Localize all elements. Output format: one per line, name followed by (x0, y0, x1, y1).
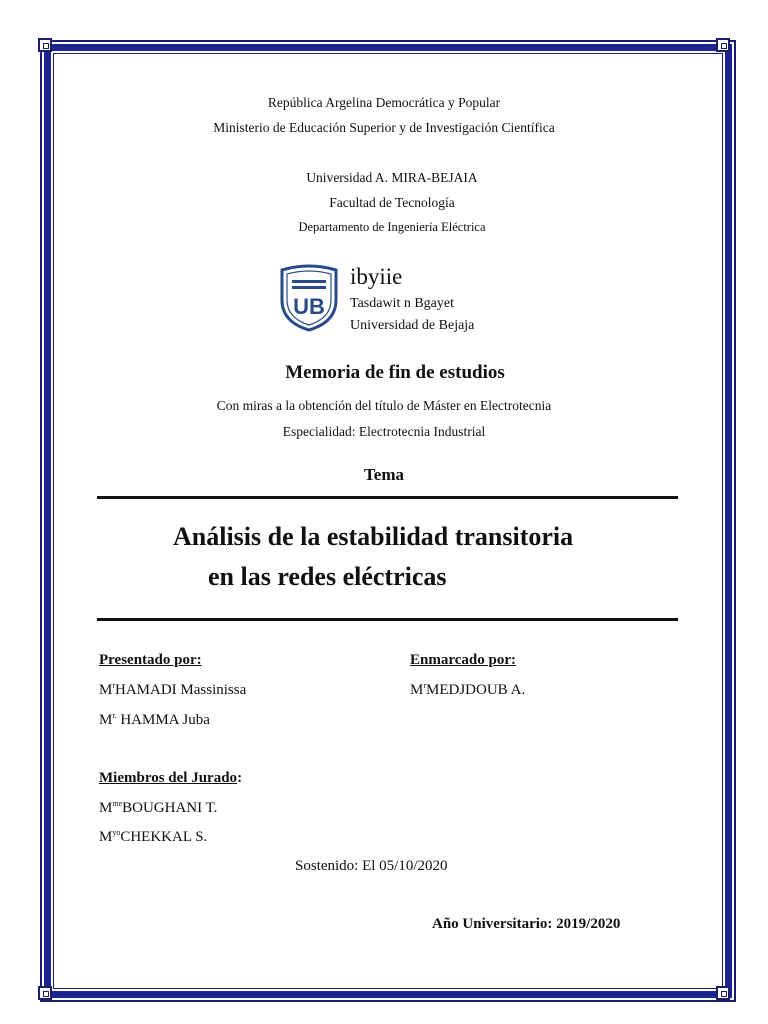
border-corner-ornament (38, 986, 52, 1000)
faculty-name: Facultad de Tecnología (329, 195, 455, 210)
memoir-title: Memoria de fin de estudios (285, 362, 505, 383)
presenter-1: $M^rHAMADI$ Massinissa (99, 681, 247, 698)
jury-member-2: $M^{yo}CHEKKAL$ S. (99, 828, 208, 845)
defense-date: Sostenido: El 05/10/2020 (295, 858, 448, 874)
university-shield-icon (278, 264, 340, 332)
border-corner-ornament (716, 38, 730, 52)
republic-name: República Argelina Democrática y Popular (267, 95, 501, 110)
title-rule-top (97, 496, 678, 499)
page-border-inner (53, 53, 723, 989)
logo-text-spanish: Universidad de Bejaja (350, 318, 475, 333)
border-corner-ornament (716, 986, 730, 1000)
academic-year: Año Universitario: 2019/2020 (432, 916, 621, 932)
border-corner-ornament (38, 38, 52, 52)
university-name: Universidad A. MIRA-BEJAIA (306, 170, 478, 185)
ministry-name: Ministerio de Educación Superior y de Investigación Científica (213, 120, 555, 135)
logo-text-tifinagh: ibyiie (350, 264, 403, 289)
jury-member-1: $M^{me}BOUGHANI$ T. (99, 799, 218, 816)
presented-by-label: Presentado por: (99, 652, 202, 668)
university-logo (278, 264, 508, 336)
supervisor-1: $M^rMEDJDOUB$ A. (410, 681, 526, 698)
thesis-title-line2: en las redes eléctricas (208, 562, 447, 591)
title-rule-bottom (97, 618, 678, 621)
degree-aim: Con miras a la obtención del título de Máster en Electrotecnia (216, 398, 552, 413)
specialty: Especialidad: Electrotecnia Industrial (282, 424, 486, 439)
thesis-title-line1: Análisis de la estabilidad transitoria (173, 522, 574, 551)
shield-monogram: UB (293, 294, 325, 319)
supervised-by-label: Enmarcado por: (410, 652, 516, 668)
logo-text-kabyle: Tasdawit n Bgayet (350, 296, 454, 311)
theme-label: Tema (364, 465, 404, 484)
department-name: Departamento de Ingeniería Eléctrica (298, 220, 486, 234)
presenter-2: $M^{r.}$ HAMMA Juba (99, 711, 210, 728)
jury-label: Miembros del Jurado: (99, 770, 243, 786)
